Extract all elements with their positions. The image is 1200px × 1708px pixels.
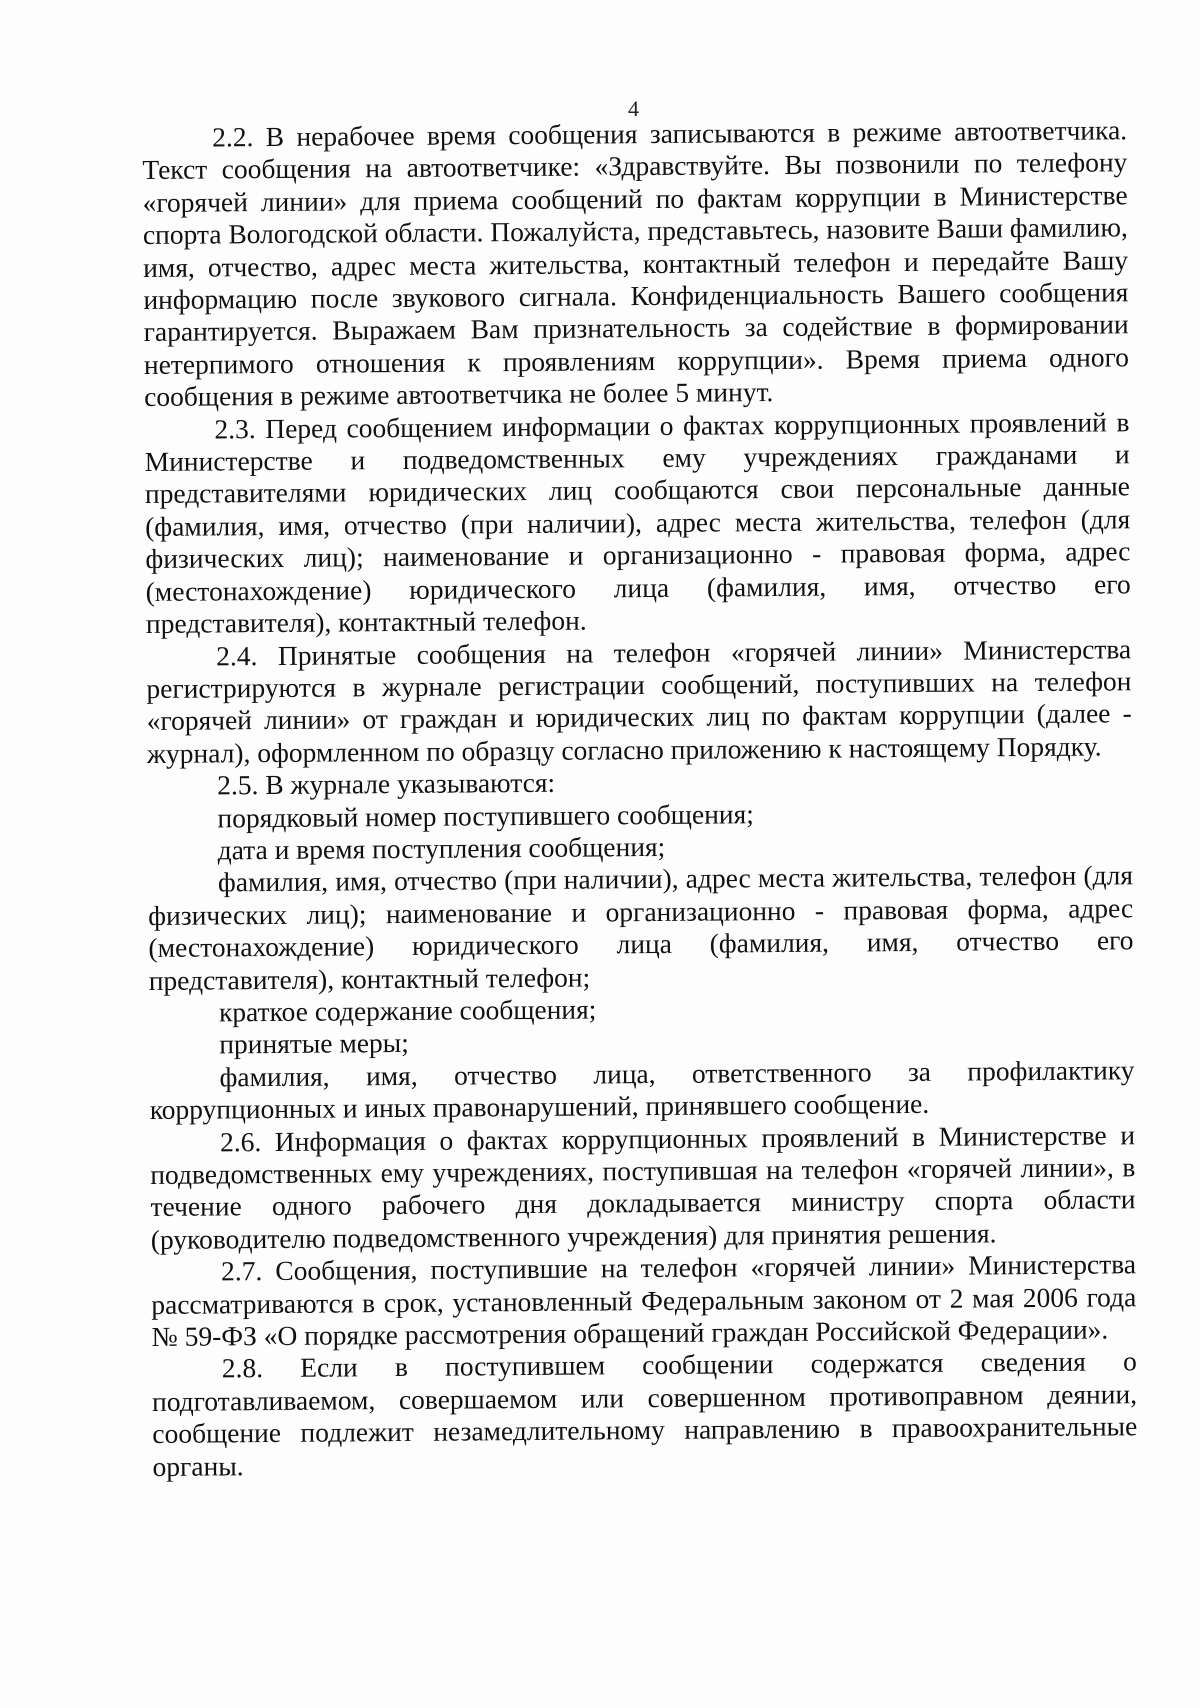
- paragraph-2-7: 2.7. Сообщения, поступившие на телефон «горячей линии» Министерства рассматриваются в срок, установленный Федеральным законом от 2 мая 2006 года № 59-ФЗ «О порядке рассмотрения обращений граждан Российской Федерации».: [151, 1248, 1137, 1352]
- page-number: 4: [628, 96, 639, 121]
- list-item: фамилия, имя, отчество (при наличии), адрес места жительства, телефон (для физических лиц); наименование и организационно - правовая форма, адрес (местонахождение) юридического лица (фамилия, имя, отчество его представителя), контактный телефон;: [148, 859, 1134, 996]
- list-item: дата и время поступления сообщения;: [217, 830, 666, 866]
- paragraph-2-5: 2.5. В журнале указываются:: [217, 766, 556, 801]
- paragraph-2-4: 2.4. Принятые сообщения на телефон «горячей линии» Министерства регистрируются в журнале регистрации сообщений, поступивших на телефон «горячей линии» от граждан и юридических лиц по фактам коррупции (далее - журнал), оформленном по образцу согласно приложению к настоящему Порядку.: [146, 632, 1132, 769]
- list-item: краткое содержание сообщения;: [218, 993, 597, 1028]
- paragraph-2-6: 2.6. Информация о фактах коррупционных проявлений в Министерстве и подведомственных ему учреждениях, поступившая на телефон «горячей линии», в течение одного рабочего дня докладывается министру спорта области (руководителю подведомственного учреждения) для принятия решения.: [150, 1118, 1136, 1255]
- paragraph-2-3: 2.3. Перед сообщением информации о фактах коррупционных проявлений в Министерстве и подведомственных ему учреждениях гражданами и представителями юридических лиц сообщаются свои персональные данные (фамилия, имя, отчество (при наличии), адрес места жительства, телефон (для физических лиц); наименование и организационно - правовая форма, адрес (местонахождение) юридического лица (фамилия, имя, отчество его представителя), контактный телефон.: [144, 405, 1131, 640]
- paragraph-2-8: 2.8. Если в поступившем сообщении содержатся сведения о подготавливаемом, совершаемом или совершенном противоправном деянии, сообщение подлежит незамедлительному направлению в правоохранительные органы.: [151, 1345, 1138, 1482]
- list-item: принятые меры;: [219, 1027, 409, 1060]
- list-item: фамилия, имя, отчество лица, ответственного за профилактику коррупционных и иных правонарушений, принявшего сообщение.: [149, 1054, 1135, 1126]
- document-body: [142, 114, 1138, 1483]
- paragraph-2-2: 2.2. В нерабочее время сообщения записываются в режиме автоответчика. Текст сообщения на автоответчике: «Здравствуйте. Вы позвонили по телефону «горячей линии» для приема сообщений по фактам коррупции в Министерстве спорта Вологодской области. Пожалуйста, представьтесь, назовите Ваши фамилию, имя, отчество, адрес места жительства, контактный телефон и передайте Вашу информацию после звукового сигнала. Конфиденциальность Вашего сообщения гарантируется. Выражаем Вам признательность за содействие в формировании нетерпимого отношения к проявлениям коррупции». Время приема одного сообщения в режиме автоответчика не более 5 минут.: [142, 114, 1129, 413]
- list-item: порядковый номер поступившего сообщения;: [217, 797, 754, 833]
